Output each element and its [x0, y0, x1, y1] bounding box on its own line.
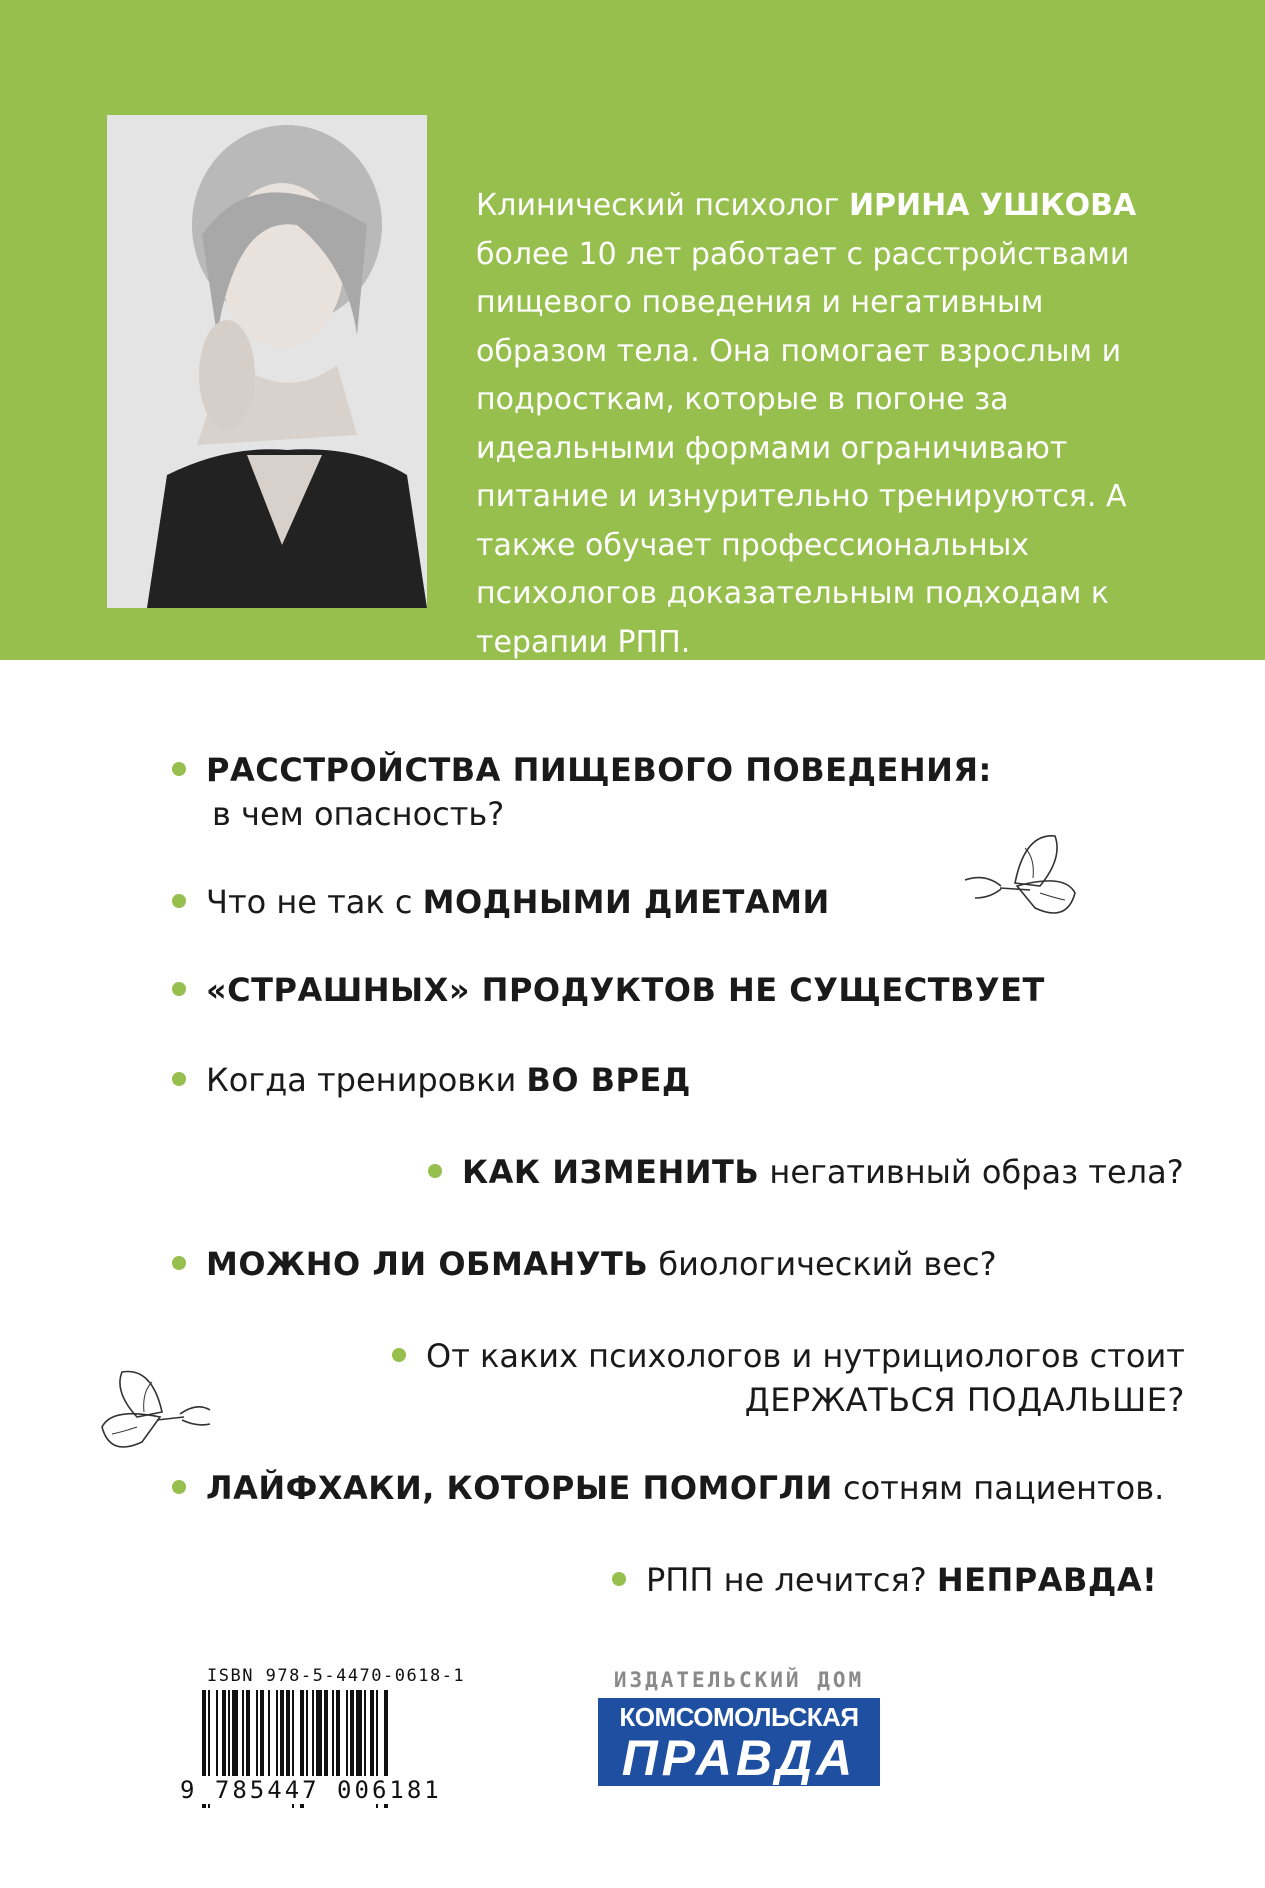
- point-1: [172, 748, 992, 836]
- butterfly-icon: [955, 828, 1085, 928]
- point-2: [172, 880, 830, 924]
- point-3-bold: «СТРАШНЫХ» ПРОДУКТОВ НЕ СУЩЕСТВУЕТ: [206, 971, 1045, 1009]
- point-7: [392, 1334, 1185, 1422]
- bullet-dot-icon: [172, 1256, 186, 1270]
- bullet-dot-icon: [172, 762, 186, 776]
- point-6: [172, 1242, 997, 1286]
- point-5-bold: КАК ИЗМЕНИТЬ: [462, 1153, 760, 1191]
- point-6-bold: МОЖНО ЛИ ОБМАНУТЬ: [206, 1245, 649, 1283]
- point-1-rest: в чем опасность?: [212, 795, 505, 833]
- point-7-rest: От каких психологов и нутрициологов стоит: [426, 1337, 1185, 1375]
- author-photo: [107, 115, 427, 608]
- bio-prefix: Клинический психолог: [476, 188, 849, 223]
- publisher-box: [598, 1698, 880, 1786]
- point-1-bold: РАССТРОЙСТВА ПИЩЕВОГО ПОВЕДЕНИЯ:: [206, 751, 992, 789]
- point-9-rest: РПП не лечится?: [646, 1561, 937, 1599]
- isbn-label: ISBN 978-5-4470-0618-1: [207, 1666, 466, 1686]
- publisher-logo: [598, 1668, 880, 1786]
- publisher-top: ИЗДАТЕЛЬСКИЙ ДОМ: [613, 1668, 865, 1692]
- bullet-dot-icon: [392, 1348, 406, 1362]
- bullet-dot-icon: [172, 1072, 186, 1086]
- point-8-rest: сотням пациентов.: [832, 1469, 1165, 1507]
- point-6-rest: биологический вес?: [648, 1245, 997, 1283]
- bullet-dot-icon: [612, 1572, 626, 1586]
- point-5-rest: негативный образ тела?: [759, 1153, 1184, 1191]
- publisher-line-2: ПРАВДА: [621, 1730, 857, 1786]
- point-8-bold: ЛАЙФХАКИ, КОТОРЫЕ ПОМОГЛИ: [206, 1469, 833, 1507]
- bio-body: более 10 лет работает с расстройствами пищевого поведения и негативным образом тела. Она помогает взрослым и подросткам, которые в погоне за идеальными формами ограничивают питание и изнурительно тренируются. А также обучает профессиональных психологов доказательным подходам к терапии РПП.: [476, 236, 1130, 660]
- point-7-bold: ДЕРЖАТЬСЯ ПОДАЛЬШЕ?: [744, 1381, 1185, 1419]
- point-8: [172, 1466, 1164, 1510]
- point-9: [612, 1558, 1157, 1602]
- barcode-digits: 9 785447 006181: [180, 1776, 442, 1804]
- point-2-rest: Что не так с: [206, 883, 423, 921]
- bullet-dot-icon: [172, 1480, 186, 1494]
- butterfly-icon: [92, 1362, 222, 1462]
- bullet-dot-icon: [172, 982, 186, 996]
- point-4-rest: Когда тренировки: [206, 1061, 527, 1099]
- bullet-dot-icon: [428, 1164, 442, 1178]
- author-bio: [476, 182, 1176, 667]
- publisher-line-1: КОМСОМОЛЬСКАЯ: [619, 1702, 859, 1732]
- point-4: [172, 1058, 691, 1102]
- point-2-bold: МОДНЫМИ ДИЕТАМИ: [422, 883, 830, 921]
- author-name: ИРИНА УШКОВА: [848, 188, 1137, 223]
- point-3: [172, 968, 1045, 1012]
- bullet-dot-icon: [172, 894, 186, 908]
- point-5: [428, 1150, 1184, 1194]
- point-9-bold: НЕПРАВДА!: [936, 1561, 1158, 1599]
- point-4-bold: ВО ВРЕД: [526, 1061, 691, 1099]
